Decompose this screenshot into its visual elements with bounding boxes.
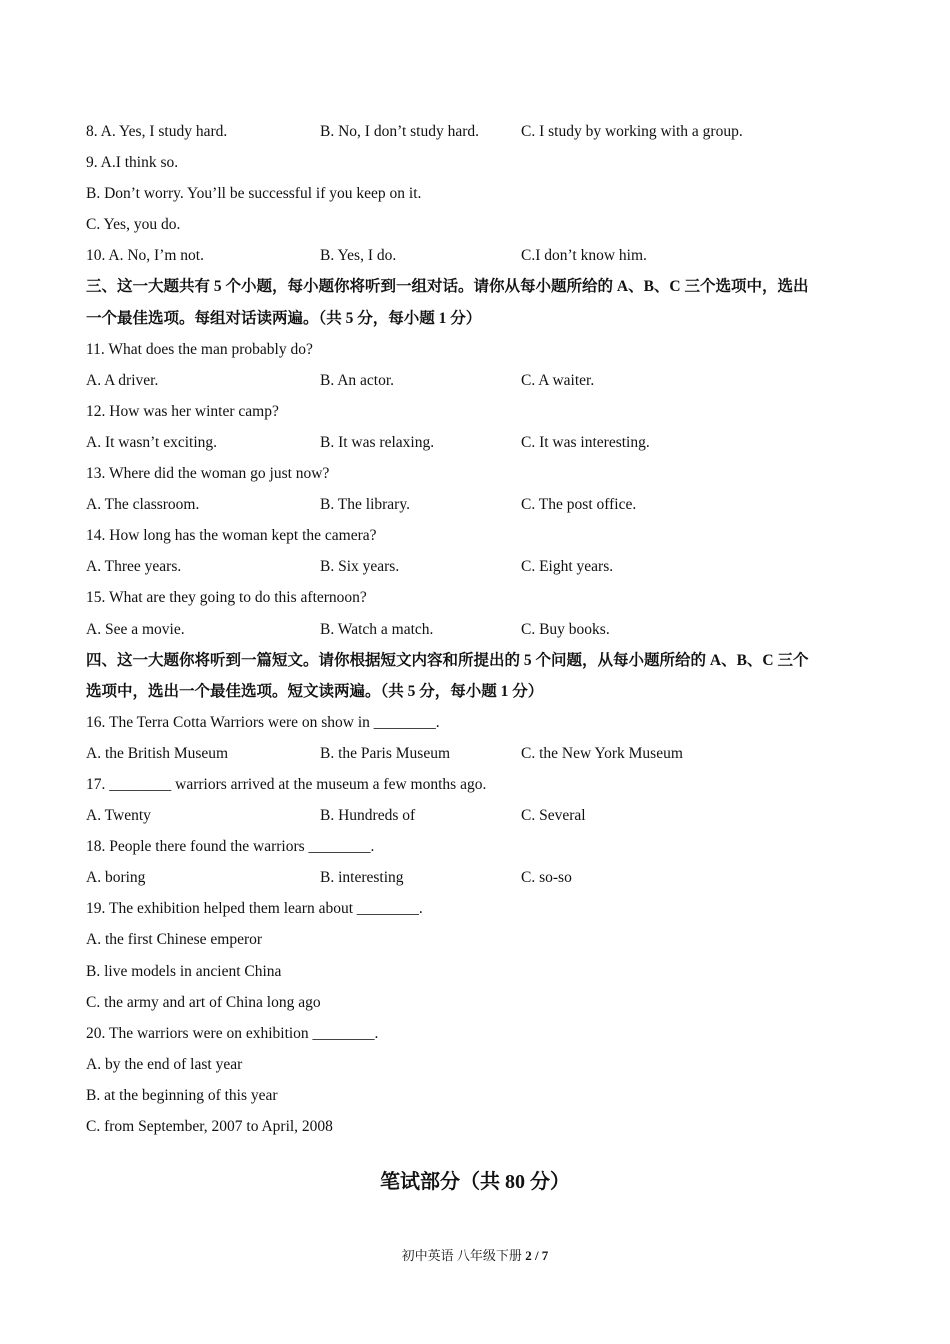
question-13-options	[86, 489, 876, 520]
option-b: B. No, I don’t study hard.	[320, 123, 480, 140]
question-19-option-c: C. the army and art of China long ago	[86, 993, 321, 1011]
option-a: A. The classroom.	[86, 496, 200, 514]
question-9-option-a: 9. A.I think so.	[86, 154, 179, 172]
question-15-stem: 15. What are they going to do this afternoon?	[86, 589, 367, 607]
option-b: B. Yes, I do.	[320, 247, 397, 265]
question-19-option-a: A. the first Chinese emperor	[86, 931, 263, 949]
option-c: C. I study by working with a group.	[521, 123, 743, 140]
option-a: A. It wasn’t exciting.	[86, 433, 218, 451]
section-4-instruction-line2: 选项中，选出一个最佳选项。短文读两遍。（共 5 分，每小题 1 分）	[86, 682, 544, 700]
question-16-stem: 16. The Terra Cotta Warriors were on show in ________.	[86, 713, 440, 731]
section-3-instruction-line1: 三、这一大题共有 5 个小题，每小题你将听到一组对话。请你从每小题所给的 A、B、C 三个选项中，选出	[86, 278, 809, 296]
question-20-option-c: C. from September, 2007 to April, 2008	[86, 1118, 333, 1135]
option-c: C. It was interesting.	[521, 433, 650, 451]
option-a: A. See a movie.	[86, 620, 185, 638]
question-16-options	[86, 738, 876, 769]
question-20-stem: 20. The warriors were on exhibition ________.	[86, 1024, 379, 1042]
question-12-stem: 12. How was her winter camp?	[86, 402, 279, 420]
page-footer	[0, 1245, 950, 1264]
option-a: A. the British Museum	[86, 744, 229, 762]
question-content	[86, 116, 876, 1142]
option-c: C.I don’t know him.	[521, 247, 647, 265]
question-11-stem: 11. What does the man probably do?	[86, 340, 313, 358]
written-section-title: 笔试部分（共 80 分）	[380, 1171, 570, 1193]
question-17-stem: 17. ________ warriors arrived at the museum a few months ago.	[86, 775, 487, 793]
option-b: B. It was relaxing.	[320, 433, 435, 451]
section-3-instruction-line2: 一个最佳选项。每组对话读两遍。（共 5 分，每小题 1 分）	[86, 309, 482, 327]
question-20-option-b: B. at the beginning of this year	[86, 1086, 278, 1104]
question-11-options	[86, 365, 876, 396]
question-19-stem: 19. The exhibition helped them learn about ________.	[86, 900, 423, 918]
question-9-option-c: C. Yes, you do.	[86, 216, 181, 234]
question-9-option-b: B. Don’t worry. You’ll be successful if you keep on it.	[86, 185, 422, 203]
section-4-instruction-line1: 四、这一大题你将听到一篇短文。请你根据短文内容和所提出的 5 个问题，从每小题所给的 A、B、C 三个	[86, 651, 809, 669]
question-20-option-a: A. by the end of last year	[86, 1055, 243, 1073]
page-number: 2 / 7	[525, 1248, 549, 1263]
question-15-options	[86, 614, 876, 645]
option-b: B. Hundreds of	[320, 807, 416, 825]
option-c: C. the New York Museum	[521, 744, 683, 762]
question-10-options	[86, 240, 876, 271]
option-c: C. Several	[521, 807, 586, 825]
option-b: B. The library.	[320, 496, 410, 514]
option-c: C. The post office.	[521, 496, 637, 514]
option-a: A. Three years.	[86, 558, 182, 576]
question-8-options	[86, 116, 876, 147]
question-14-options	[86, 551, 876, 582]
option-b: B. An actor.	[320, 371, 395, 389]
question-13-stem: 13. Where did the woman go just now?	[86, 465, 330, 483]
option-b: B. interesting	[320, 869, 404, 887]
question-19-option-b: B. live models in ancient China	[86, 962, 282, 980]
option-b: B. Watch a match.	[320, 620, 434, 638]
question-14-stem: 14. How long has the woman kept the camera?	[86, 527, 377, 545]
option-c: C. Eight years.	[521, 558, 614, 576]
question-17-options	[86, 800, 876, 831]
option-c: C. A waiter.	[521, 371, 595, 389]
option-a: A. boring	[86, 869, 146, 887]
option-b: B. Six years.	[320, 558, 400, 576]
question-12-options	[86, 427, 876, 458]
question-18-options	[86, 862, 876, 893]
footer-text: 初中英语 八年级下册	[401, 1248, 526, 1263]
option-a: A. Twenty	[86, 807, 151, 825]
option-c: C. Buy books.	[521, 620, 610, 638]
option-b: B. the Paris Museum	[320, 744, 451, 762]
option-c: C. so-so	[521, 869, 572, 887]
option-a: 10. A. No, I’m not.	[86, 247, 204, 265]
option-a: 8. A. Yes, I study hard.	[86, 123, 228, 140]
question-18-stem: 18. People there found the warriors ________.	[86, 838, 375, 856]
option-a: A. A driver.	[86, 371, 159, 389]
